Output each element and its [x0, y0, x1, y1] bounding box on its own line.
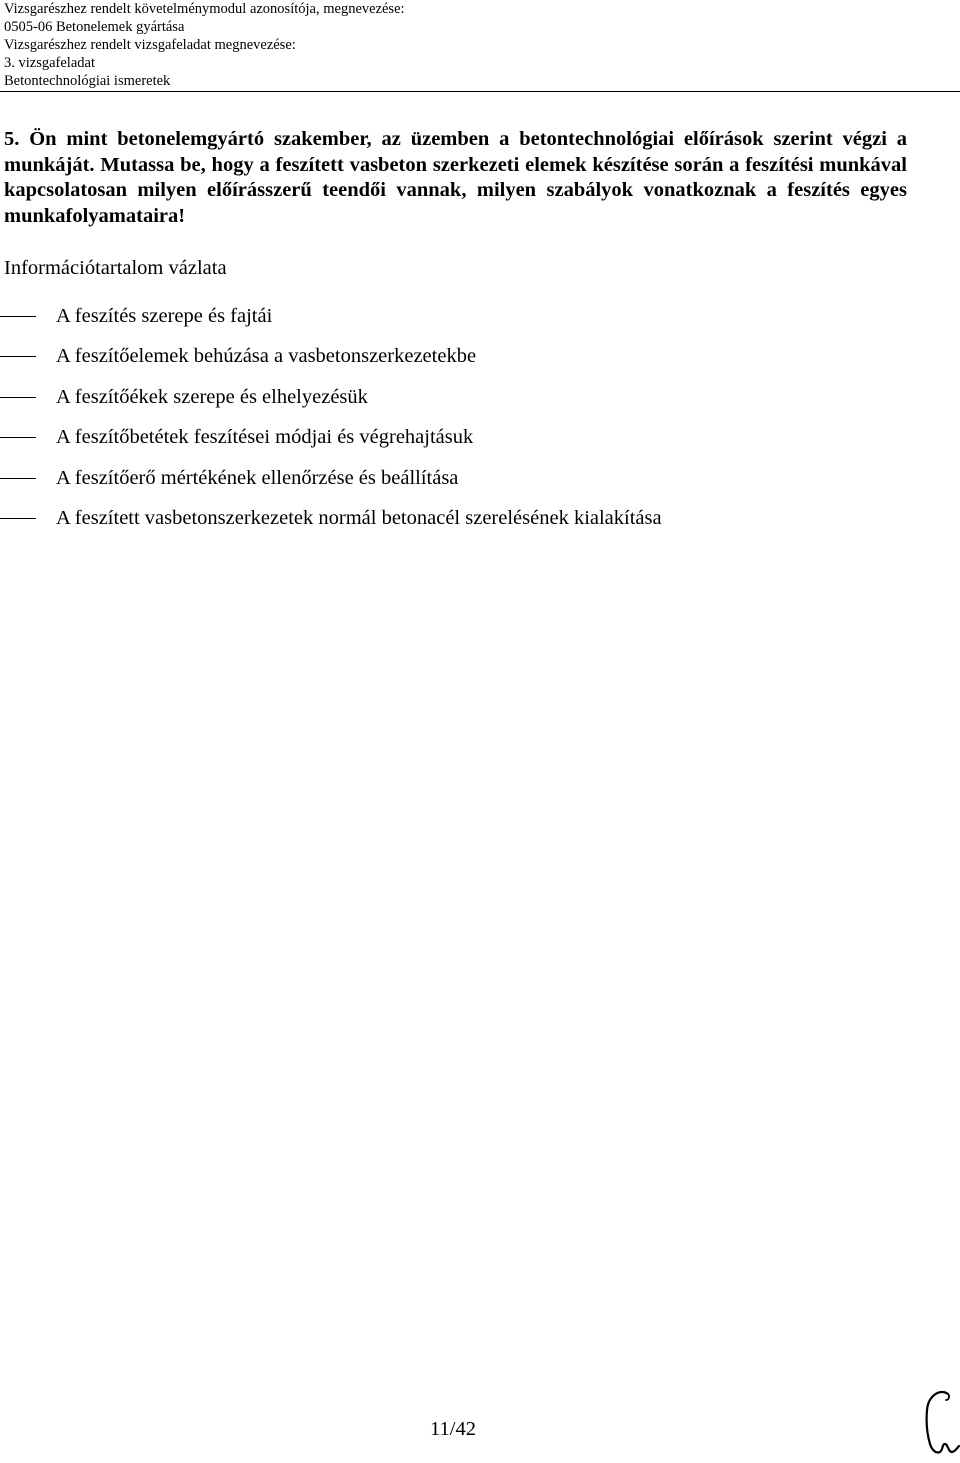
- list-item-text: A feszítés szerepe és fajtái: [56, 305, 273, 327]
- list-item: [0, 384, 940, 424]
- page-number: 11/42: [430, 1418, 476, 1440]
- list-item-text: A feszítőelemek behúzása a vasbetonszerkezetekbe: [56, 345, 477, 368]
- dash-bullet-icon: [0, 356, 36, 357]
- header-task-number: 3. vizsgafeladat: [4, 55, 95, 71]
- dash-bullet-icon: [0, 316, 36, 317]
- list-item-text: A feszítőbetétek feszítései módjai és végrehajtásuk: [56, 426, 474, 449]
- list-item: [0, 505, 940, 545]
- question-text: 5. Ön mint betonelemgyártó szakember, az üzemben a betontechnológiai előírások szerint végzi a munkáját. Mutassa be, hogy a feszített vasbeton szerkezeti elemek készítése során a feszítési munkával kapcsolatosan milyen előírásszerű teendői vannak, milyen szabályok vonatkoznak a feszítés egyes munkafolyamataira!: [4, 128, 907, 227]
- header-module-name: 0505-06 Betonelemek gyártása: [4, 19, 185, 35]
- list-item: [0, 303, 940, 343]
- list-item-text: A feszítőékek szerepe és elhelyezésük: [56, 385, 368, 408]
- header-task-name: Betontechnológiai ismeretek: [4, 73, 171, 89]
- header-divider: [0, 91, 960, 92]
- dash-bullet-icon: [0, 437, 36, 438]
- list-item: [0, 465, 940, 505]
- dash-bullet-icon: [0, 397, 36, 398]
- header-module-label: Vizsgarészhez rendelt követelménymodul azonosítója, megnevezése:: [4, 1, 405, 17]
- header-task-label: Vizsgarészhez rendelt vizsgafeladat megnevezése:: [4, 37, 296, 53]
- dash-bullet-icon: [0, 518, 36, 519]
- list-item-text: A feszítőerő mértékének ellenőrzése és beállítása: [56, 466, 459, 489]
- list-item-text: A feszített vasbetonszerkezetek normál betonacél szerelésének kialakítása: [56, 506, 662, 529]
- list-item: [0, 424, 940, 464]
- outline-title: Információtartalom vázlata: [4, 257, 227, 279]
- signature-mark: [918, 1386, 960, 1461]
- page-header: [4, 0, 944, 90]
- list-item: [0, 343, 940, 383]
- dash-bullet-icon: [0, 478, 36, 479]
- outline-list: [0, 303, 940, 545]
